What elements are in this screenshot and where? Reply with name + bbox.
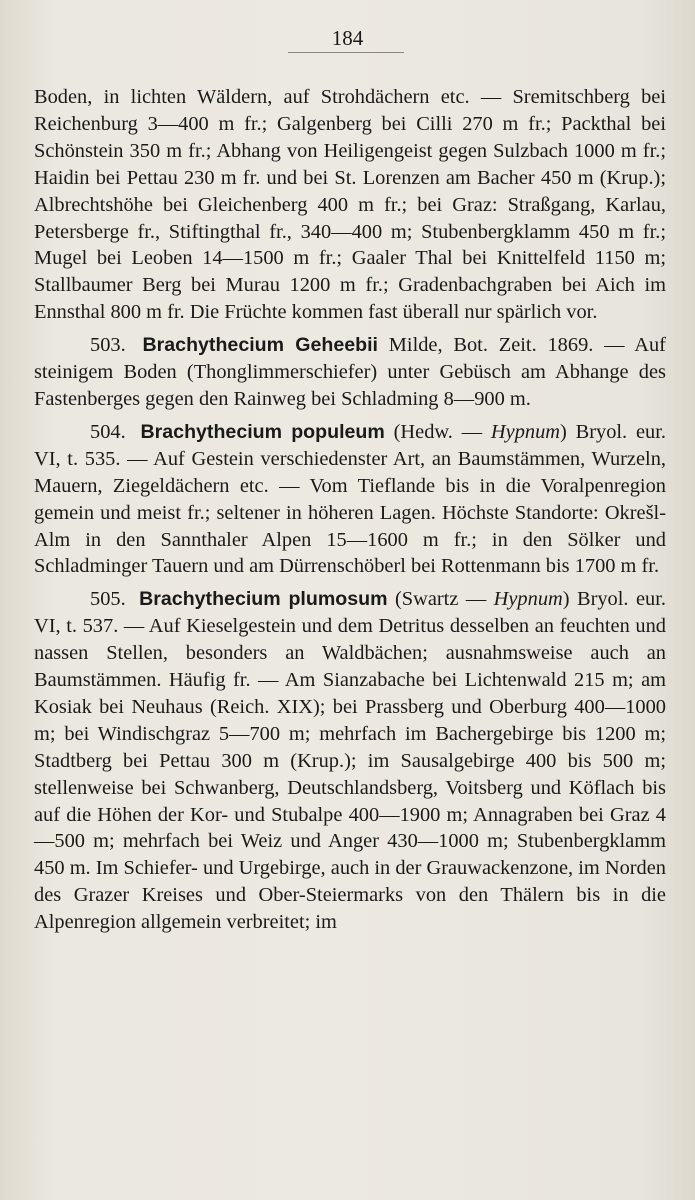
species-entry-504 [34, 419, 666, 580]
entry-text: eur. VI, t. 537. — Auf Kieselgestein und dem Detritus desselben an feuchten und nassen Stellen, besonders an Waldbächen; ausnahmsweise auch an Baumstämmen. Häufig fr. — Am Sianzabache bei Lichtenwald 215 m; am Kosiak bei Neuhaus (Reich. XIX); bei Prassberg und Oberburg 400—1000 m; bei Windischgraz 5—700 m; mehrfach im Bachergebirge bis 1200 m; Stadtberg bei Pettau 300 m (Krup.); im Sausalgebirge 400 bis 500 m; stellenweise bei Schwanberg, Deutschlandsberg, Voitsberg und Köflach bis auf die Höhen der Kor- und Stubalpe 400—1900 m; Annagraben bei Graz 4—500 m; mehrfach bei Weiz und Anger 430—1000 m; Stubenbergklamm 450 m. Im Schiefer- und Urgebirge, auch in der Grauwackenzone, im Norden des Grazer Kreises und Ober-Steiermarks von den Thälern bis in die Alpenregion allgemein verbreitet; im [34, 588, 666, 934]
basionym-genus: Hypnum [490, 420, 561, 443]
species-entry-503 [34, 332, 666, 413]
species-name: Brachythecium Geheebii [142, 334, 378, 357]
species-name: Brachythecium populeum [140, 420, 385, 443]
entry-number: 505. [90, 588, 126, 611]
author-open: (Swartz — [394, 588, 487, 611]
author-close: ) Bryol. [560, 420, 628, 443]
header-rule [288, 52, 404, 53]
author-citation: Milde, Bot. Zeit. 1869. — [388, 334, 625, 357]
body-text [34, 84, 666, 936]
species-name: Brachythecium plumosum [139, 588, 388, 611]
entry-text: Auf steinigem Boden (Thonglimmerschiefer) unter Gebüsch am Abhange des Fastenberges gegen den Rainweg bei Schladming 8—900 m. [34, 334, 666, 410]
continuation-paragraph: Boden, in lichten Wäldern, auf Strohdächern etc. — Sremitschberg bei Reichenburg 3—400 m fr.; Galgenberg bei Cilli 270 m fr.; Packthal bei Schönstein 350 m fr.; Abhang von Heiligengeist gegen Sulzbach 1000 m fr.; Haidin bei Pettau 230 m fr. und bei St. Lorenzen am Bacher 450 m (Krup.); Albrechtshöhe bei Gleichenberg 400 m fr.; bei Graz: Straßgang, Karlau, Petersberge fr., Stiftingthal fr., 340—400 m; Stubenbergklamm 450 m fr.; Mugel bei Leoben 14—1500 m fr.; Gaaler Thal bei Knittelfeld 1150 m; Stallbaumer Berg bei Murau 1200 m fr.; Gradenbachgraben bei Aich im Ennsthal 800 m fr. Die Früchte kommen fast überall nur spärlich vor. [34, 86, 666, 324]
entry-text: eur. VI, t. 535. — Auf Gestein verschiedenster Art, an Baumstämmen, Wurzeln, Mauern, Ziegeldächern etc. — Vom Tieflande bis in die Voralpenregion gemein und meist fr.; seltener in höheren Lagen. Höchste Standorte: Okrešl-Alm in den Sannthaler Alpen 15—1600 m fr.; in den Sölker und Schladminger Tauern und am Dürrenschöberl bei Rottenmann bis 1700 m fr. [34, 420, 666, 578]
basionym-genus: Hypnum [493, 588, 563, 611]
author-open: (Hedw. — [393, 420, 483, 443]
species-entry-505 [34, 586, 666, 936]
page-number: 184 [331, 26, 364, 50]
author-close: ) Bryol. [562, 588, 629, 611]
entry-number: 503. [90, 334, 126, 357]
entry-number: 504. [90, 420, 126, 443]
